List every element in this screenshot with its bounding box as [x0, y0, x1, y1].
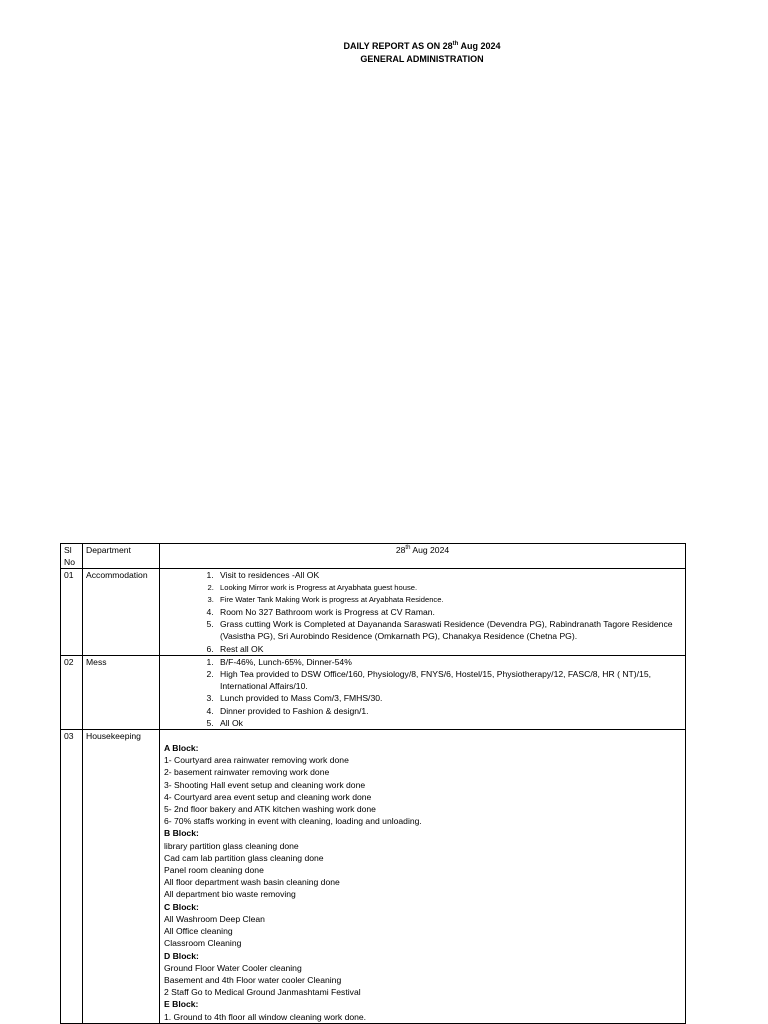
report-subtitle: GENERAL ADMINISTRATION [360, 54, 484, 64]
list-item: 2. High Tea provided to DSW Office/160, Physiology/8, FNYS/6, Hostel/15, Physiotherapy/12, FASC/8, HR ( NT)/15, International Affairs/10. [216, 668, 682, 692]
spacer [164, 730, 682, 742]
block-title-b: B Block: [164, 828, 199, 839]
list-item: library partition glass cleaning done [164, 840, 299, 851]
row-sl: 02 [61, 655, 83, 729]
report-title-suffix: Aug 2024 [458, 41, 501, 51]
list-item: 5. All Ok [216, 717, 682, 729]
block-title-d: D Block: [164, 950, 199, 961]
housekeeping-details [163, 730, 682, 1023]
row-details [160, 730, 686, 1024]
list-item: 2 Staff Go to Medical Ground Janmashtami Festival [164, 987, 361, 998]
list-item: 4- Courtyard area event setup and cleaning work done [164, 791, 372, 802]
row-sl: 01 [61, 569, 83, 655]
block-title-e: E Block: [164, 999, 199, 1010]
row-department: Mess [83, 655, 160, 729]
list-item: 3. Fire Water Tank Making Work is progress at Aryabhata Residence. [216, 594, 682, 606]
header-date-suffix: Aug 2024 [410, 545, 450, 555]
report-title-prefix: DAILY REPORT AS ON 28 [343, 41, 453, 51]
header-sl-no: Sl No [61, 544, 83, 569]
list-item: 1. B/F-46%, Lunch-65%, Dinner-54% [216, 656, 682, 668]
table-row [61, 569, 686, 655]
row-details [160, 569, 686, 655]
row-department: Housekeeping [83, 730, 160, 1024]
list-item: 6- 70% staffs working in event with cleaning, loading and unloading. [164, 816, 422, 827]
table-row [61, 730, 686, 1024]
list-item: 1- Courtyard area rainwater removing work done [164, 755, 349, 766]
report-header [0, 40, 768, 66]
header-date-sup: th [405, 545, 411, 552]
list-item: Cad cam lab partition glass cleaning done [164, 852, 324, 863]
list-item: All Office cleaning [164, 926, 233, 937]
list-item: 1. Ground to 4th floor all window cleaning work done. [164, 1011, 367, 1022]
report-table [60, 543, 686, 1024]
list-item: All floor department wash basin cleaning done [164, 877, 340, 888]
row-department: Accommodation [83, 569, 160, 655]
list-item: 5. Grass cutting Work is Completed at Dayananda Saraswati Residence (Devendra PG), Rabindranath Tagore Residence (Vasistha PG), Sri Aurobindo Residence (Omkarnath PG), Chanakya Residence (Chetna PG). [216, 618, 682, 642]
header-department: Department [83, 544, 160, 569]
row-sl: 03 [61, 730, 83, 1024]
table-header-row [61, 544, 686, 569]
list-item: Classroom Cleaning [164, 938, 242, 949]
mess-list [163, 656, 682, 729]
list-item: 1. Visit to residences -All OK [216, 569, 682, 581]
row-details [160, 655, 686, 729]
list-item: All department bio waste removing [164, 889, 296, 900]
header-date [160, 544, 686, 569]
list-item: 3. Lunch provided to Mass Com/3, FMHS/30. [216, 692, 682, 704]
list-item: 6. Rest all OK [216, 643, 682, 655]
list-item: 2. Looking Mirror work is Progress at Aryabhata guest house. [216, 582, 682, 594]
list-item: Panel room cleaning done [164, 865, 264, 876]
list-item: Ground Floor Water Cooler cleaning [164, 962, 302, 973]
block-title-a: A Block: [164, 743, 199, 754]
header-date-prefix: 28 [395, 545, 406, 555]
table-row [61, 655, 686, 729]
block-title-c: C Block: [164, 901, 199, 912]
report-title-sup: th [452, 41, 459, 47]
list-item: 3- Shooting Hall event setup and cleaning work done [164, 779, 366, 790]
accommodation-list [163, 569, 682, 654]
list-item: Basement and 4th Floor water cooler Cleaning [164, 974, 342, 985]
report-title [0, 40, 768, 53]
list-item: 4. Room No 327 Bathroom work is Progress at CV Raman. [216, 606, 682, 618]
list-item: 2- basement rainwater removing work done [164, 767, 330, 778]
list-item: 4. Dinner provided to Fashion & design/1. [216, 705, 682, 717]
list-item: 5- 2nd floor bakery and ATK kitchen washing work done [164, 804, 376, 815]
list-item: All Washroom Deep Clean [164, 913, 265, 924]
